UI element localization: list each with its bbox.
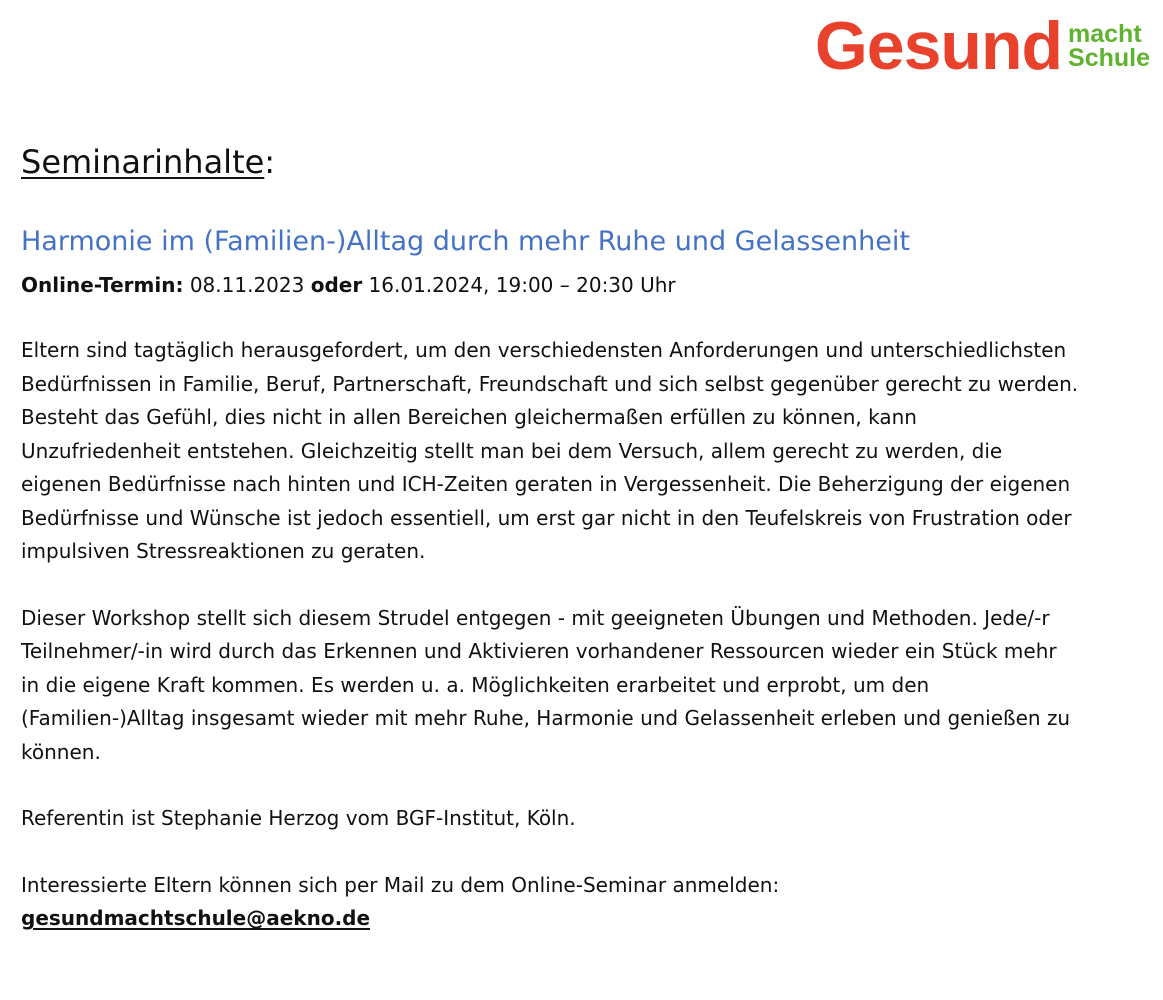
termin-oder: oder [310, 273, 363, 297]
paragraph-registration [21, 869, 1081, 936]
paragraph-speaker: Referentin ist Stephanie Herzog vom BGF-Institut, Köln. [21, 806, 576, 830]
termin-date-1: 08.11.2023 [183, 273, 311, 297]
section-title-text: Seminarinhalte [21, 143, 265, 181]
email-link[interactable]: gesundmachtschule@aekno.de [21, 906, 371, 930]
logo-top-text: macht [1068, 20, 1142, 48]
termin-label: Online-Termin: [21, 273, 184, 297]
seminar-dates [21, 270, 1081, 300]
paragraph-workshop: Dieser Workshop stellt sich diesem Strudel entgegen - mit geeigneten Übungen und Methoden. Jede/-r Teilnehmer/-in wird durch das Erkennen und Aktivieren vorhandener Ressourcen wieder ein Stück mehr in die eigene Kraft kommen. Es werden u. a. Möglichkeiten erarbeitet und erprobt, um den (Familien-)Alltag insgesamt wieder mit mehr Ruhe, Harmonie und Gelassenheit erleben und genießen zu können. [21, 605, 1071, 764]
registration-text: Interessierte Eltern können sich per Mail zu dem Online-Seminar anmelden: [21, 872, 780, 897]
logo-main-text: Gesund [814, 8, 1063, 84]
paragraph-intro: Eltern sind tagtäglich herausgefordert, um den verschiedensten Anforderungen und unterschiedlichsten Bedürfnissen in Familie, Beruf, Partnerschaft, Freundschaft und sich selbst gegenüber gerecht zu werden. Besteht das Gefühl, dies nicht in allen Bereichen gleichermaßen erfüllen zu können, kann Unzufriedenheit entstehen. Gleichzeitig stellt man bei dem Versuch, allem gerecht zu werden, die eigenen Bedürfnisse nach hinten und ICH-Zeiten geraten in Vergessenheit. Die Beherzigung der eigenen Bedürfnisse und Wünsche ist jedoch essentiell, um erst gar nicht in den Teufelskreis von Frustration oder impulsiven Stressreaktionen zu geraten. [21, 338, 1079, 563]
logo [815, 10, 1150, 84]
section-title [21, 140, 1081, 184]
logo-side [1068, 22, 1150, 70]
seminar-headline: Harmonie im (Familien-)Alltag durch mehr Ruhe und Gelassenheit [21, 226, 910, 257]
logo-bottom-text: Schule [1068, 44, 1150, 72]
document-content [21, 140, 1081, 936]
section-title-colon: : [264, 143, 276, 181]
termin-date-2: 16.01.2024, 19:00 – 20:30 Uhr [362, 273, 676, 297]
